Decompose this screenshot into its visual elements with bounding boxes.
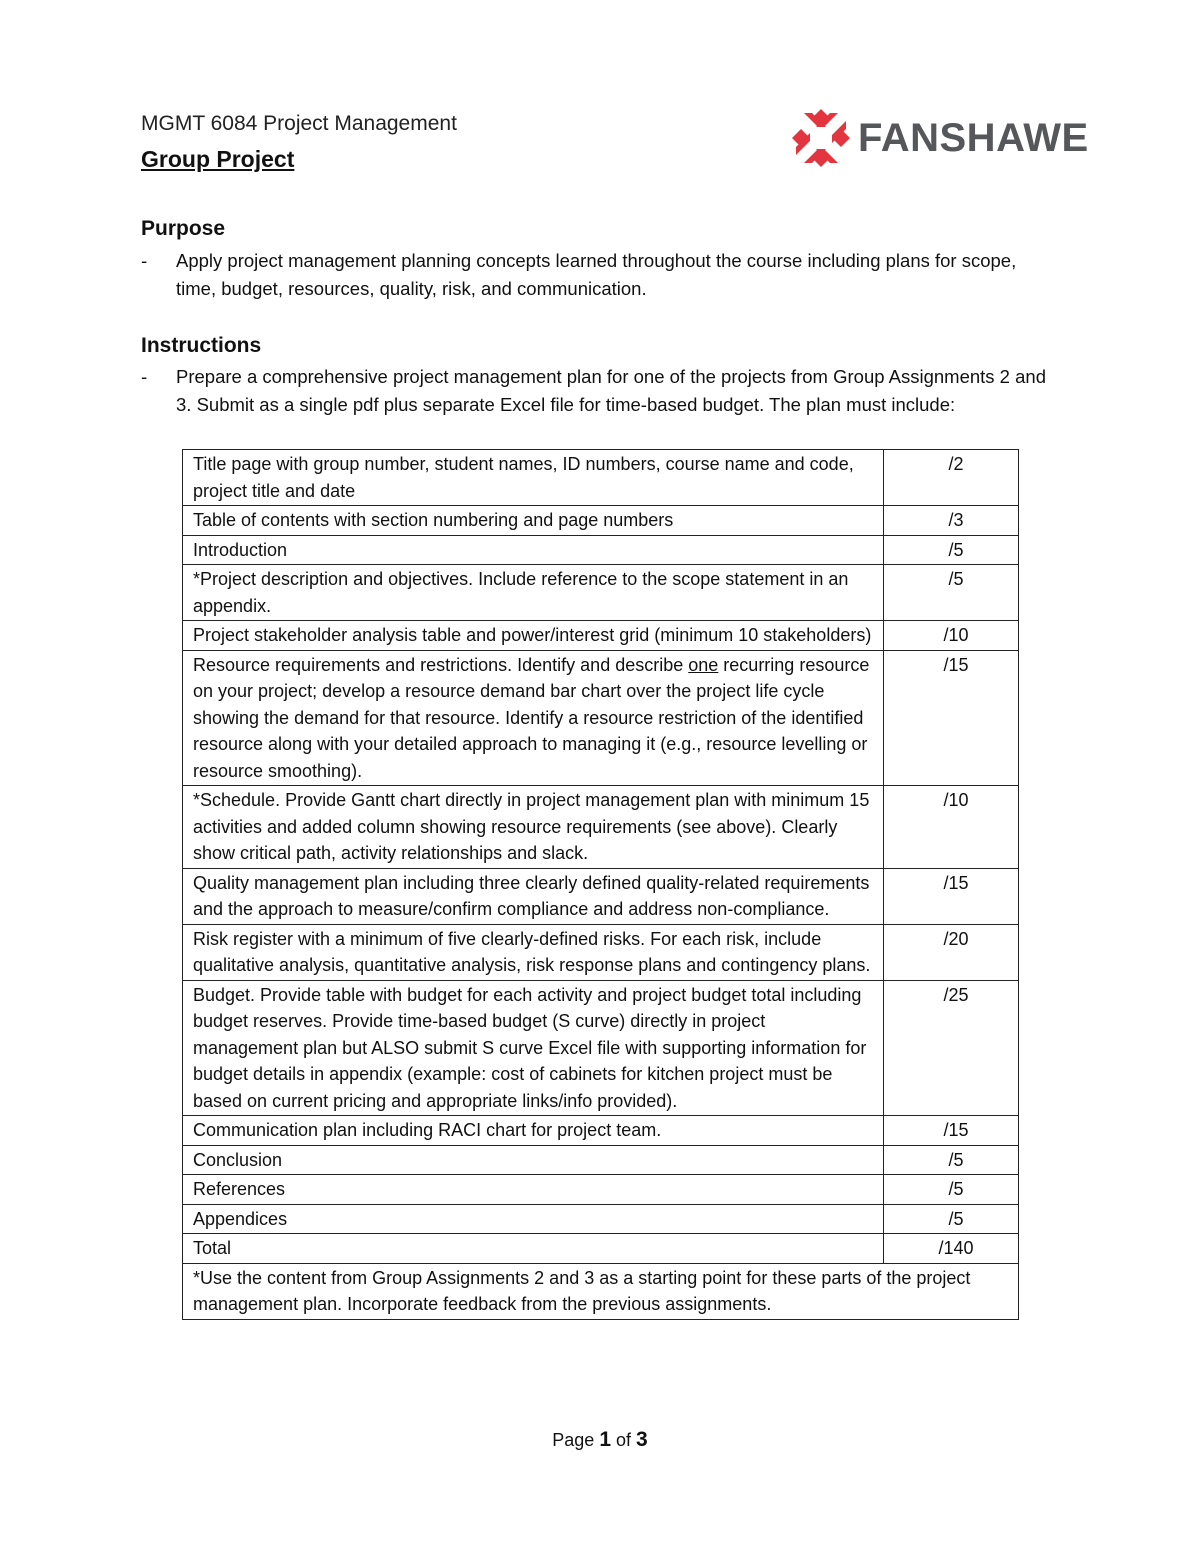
rubric-points: /5: [884, 1145, 1019, 1175]
table-row: [183, 621, 1019, 651]
course-title: MGMT 6084 Project Management: [141, 112, 457, 135]
bullet-dash: -: [141, 366, 148, 387]
table-row: [183, 450, 1019, 506]
instructions-heading: Instructions: [141, 334, 262, 357]
rubric-item: Risk register with a minimum of five clearly-defined risks. For each risk, include qualitative analysis, quantitative analysis, risk response plans and contingency plans.: [183, 924, 884, 980]
table-row: [183, 565, 1019, 621]
table-row: [183, 1263, 1019, 1319]
rubric-points: /20: [884, 924, 1019, 980]
table-row: [183, 1204, 1019, 1234]
table-row: [183, 506, 1019, 536]
rubric-points: /5: [884, 535, 1019, 565]
rubric-item: Quality management plan including three clearly defined quality-related requirements and the approach to measure/confirm compliance and address non-compliance.: [183, 868, 884, 924]
rubric-item: Appendices: [183, 1204, 884, 1234]
rubric-item-emphasis: one: [688, 654, 719, 675]
rubric-points: /3: [884, 506, 1019, 536]
rubric-item: Budget. Provide table with budget for each activity and project budget total including budget reserves. Provide time-based budget (S curve) directly in project management plan but ALSO submit S curve Excel file with supporting information for budget details in appendix (example: cost of cabinets for kitchen project must be based on current pricing and appropriate links/info provided).: [183, 980, 884, 1116]
rubric-item: Total: [183, 1234, 884, 1264]
of-word: of: [616, 1430, 632, 1450]
page-footer: [0, 1428, 1200, 1452]
rubric-points: /140: [884, 1234, 1019, 1264]
table-row: [183, 1145, 1019, 1175]
instructions-bullet: [141, 363, 1061, 418]
rubric-item-part: recurring resource on your project; develop a resource demand bar chart over the project life cycle showing the demand for that resource. Identify a resource restriction of the identified resource along with your detailed approach to managing it (e.g., resource levelling or resource smoothing).: [193, 654, 870, 781]
rubric-points: /2: [884, 450, 1019, 506]
fanshawe-logo-icon: [790, 107, 852, 169]
rubric-item: Conclusion: [183, 1145, 884, 1175]
rubric-points: /5: [884, 1175, 1019, 1205]
rubric-points: /10: [884, 621, 1019, 651]
table-row: [183, 1175, 1019, 1205]
fanshawe-logo: [790, 107, 1089, 169]
table-row: [183, 650, 1019, 786]
purpose-heading: Purpose: [141, 217, 226, 240]
table-row: [183, 1234, 1019, 1264]
rubric-item: Project stakeholder analysis table and power/interest grid (minimum 10 stakeholders): [183, 621, 884, 651]
rubric-item-part: Resource requirements and restrictions. Identify and describe: [193, 654, 689, 675]
rubric-item: References: [183, 1175, 884, 1205]
grading-rubric-table: [182, 449, 1019, 1320]
table-row: [183, 786, 1019, 869]
page-word: Page: [552, 1430, 595, 1450]
instructions-text: Prepare a comprehensive project management plan for one of the projects from Group Assignments 2 and 3. Submit as a single pdf plus separate Excel file for time-based budget. The plan must include:: [176, 366, 1046, 415]
purpose-bullet: [141, 247, 1061, 302]
rubric-points: /15: [884, 1116, 1019, 1146]
rubric-points: /5: [884, 1204, 1019, 1234]
table-row: [183, 868, 1019, 924]
page-total: 3: [636, 1428, 648, 1451]
table-row: [183, 1116, 1019, 1146]
table-row: [183, 980, 1019, 1116]
logo-wordmark: FANSHAWE: [858, 115, 1089, 160]
rubric-item: [183, 650, 884, 786]
table-row: [183, 535, 1019, 565]
rubric-item: *Project description and objectives. Include reference to the scope statement in an appendix.: [183, 565, 884, 621]
rubric-note: *Use the content from Group Assignments 2 and 3 as a starting point for these parts of the project management plan. Incorporate feedback from the previous assignments.: [183, 1263, 1019, 1319]
page-current: 1: [599, 1428, 611, 1451]
rubric-points: /10: [884, 786, 1019, 869]
rubric-item: Title page with group number, student names, ID numbers, course name and code, project title and date: [183, 450, 884, 506]
rubric-points: /15: [884, 868, 1019, 924]
rubric-points: /5: [884, 565, 1019, 621]
rubric-item: Introduction: [183, 535, 884, 565]
rubric-points: /25: [884, 980, 1019, 1116]
document-title: Group Project: [141, 146, 295, 172]
rubric-item: *Schedule. Provide Gantt chart directly in project management plan with minimum 15 activities and added column showing resource requirements (see above). Clearly show critical path, activity relationships and slack.: [183, 786, 884, 869]
rubric-item: Table of contents with section numbering and page numbers: [183, 506, 884, 536]
rubric-points: /15: [884, 650, 1019, 786]
bullet-dash: -: [141, 250, 148, 271]
purpose-text: Apply project management planning concepts learned throughout the course including plans for scope, time, budget, resources, quality, risk, and communication.: [176, 250, 1017, 299]
rubric-item: Communication plan including RACI chart for project team.: [183, 1116, 884, 1146]
table-row: [183, 924, 1019, 980]
